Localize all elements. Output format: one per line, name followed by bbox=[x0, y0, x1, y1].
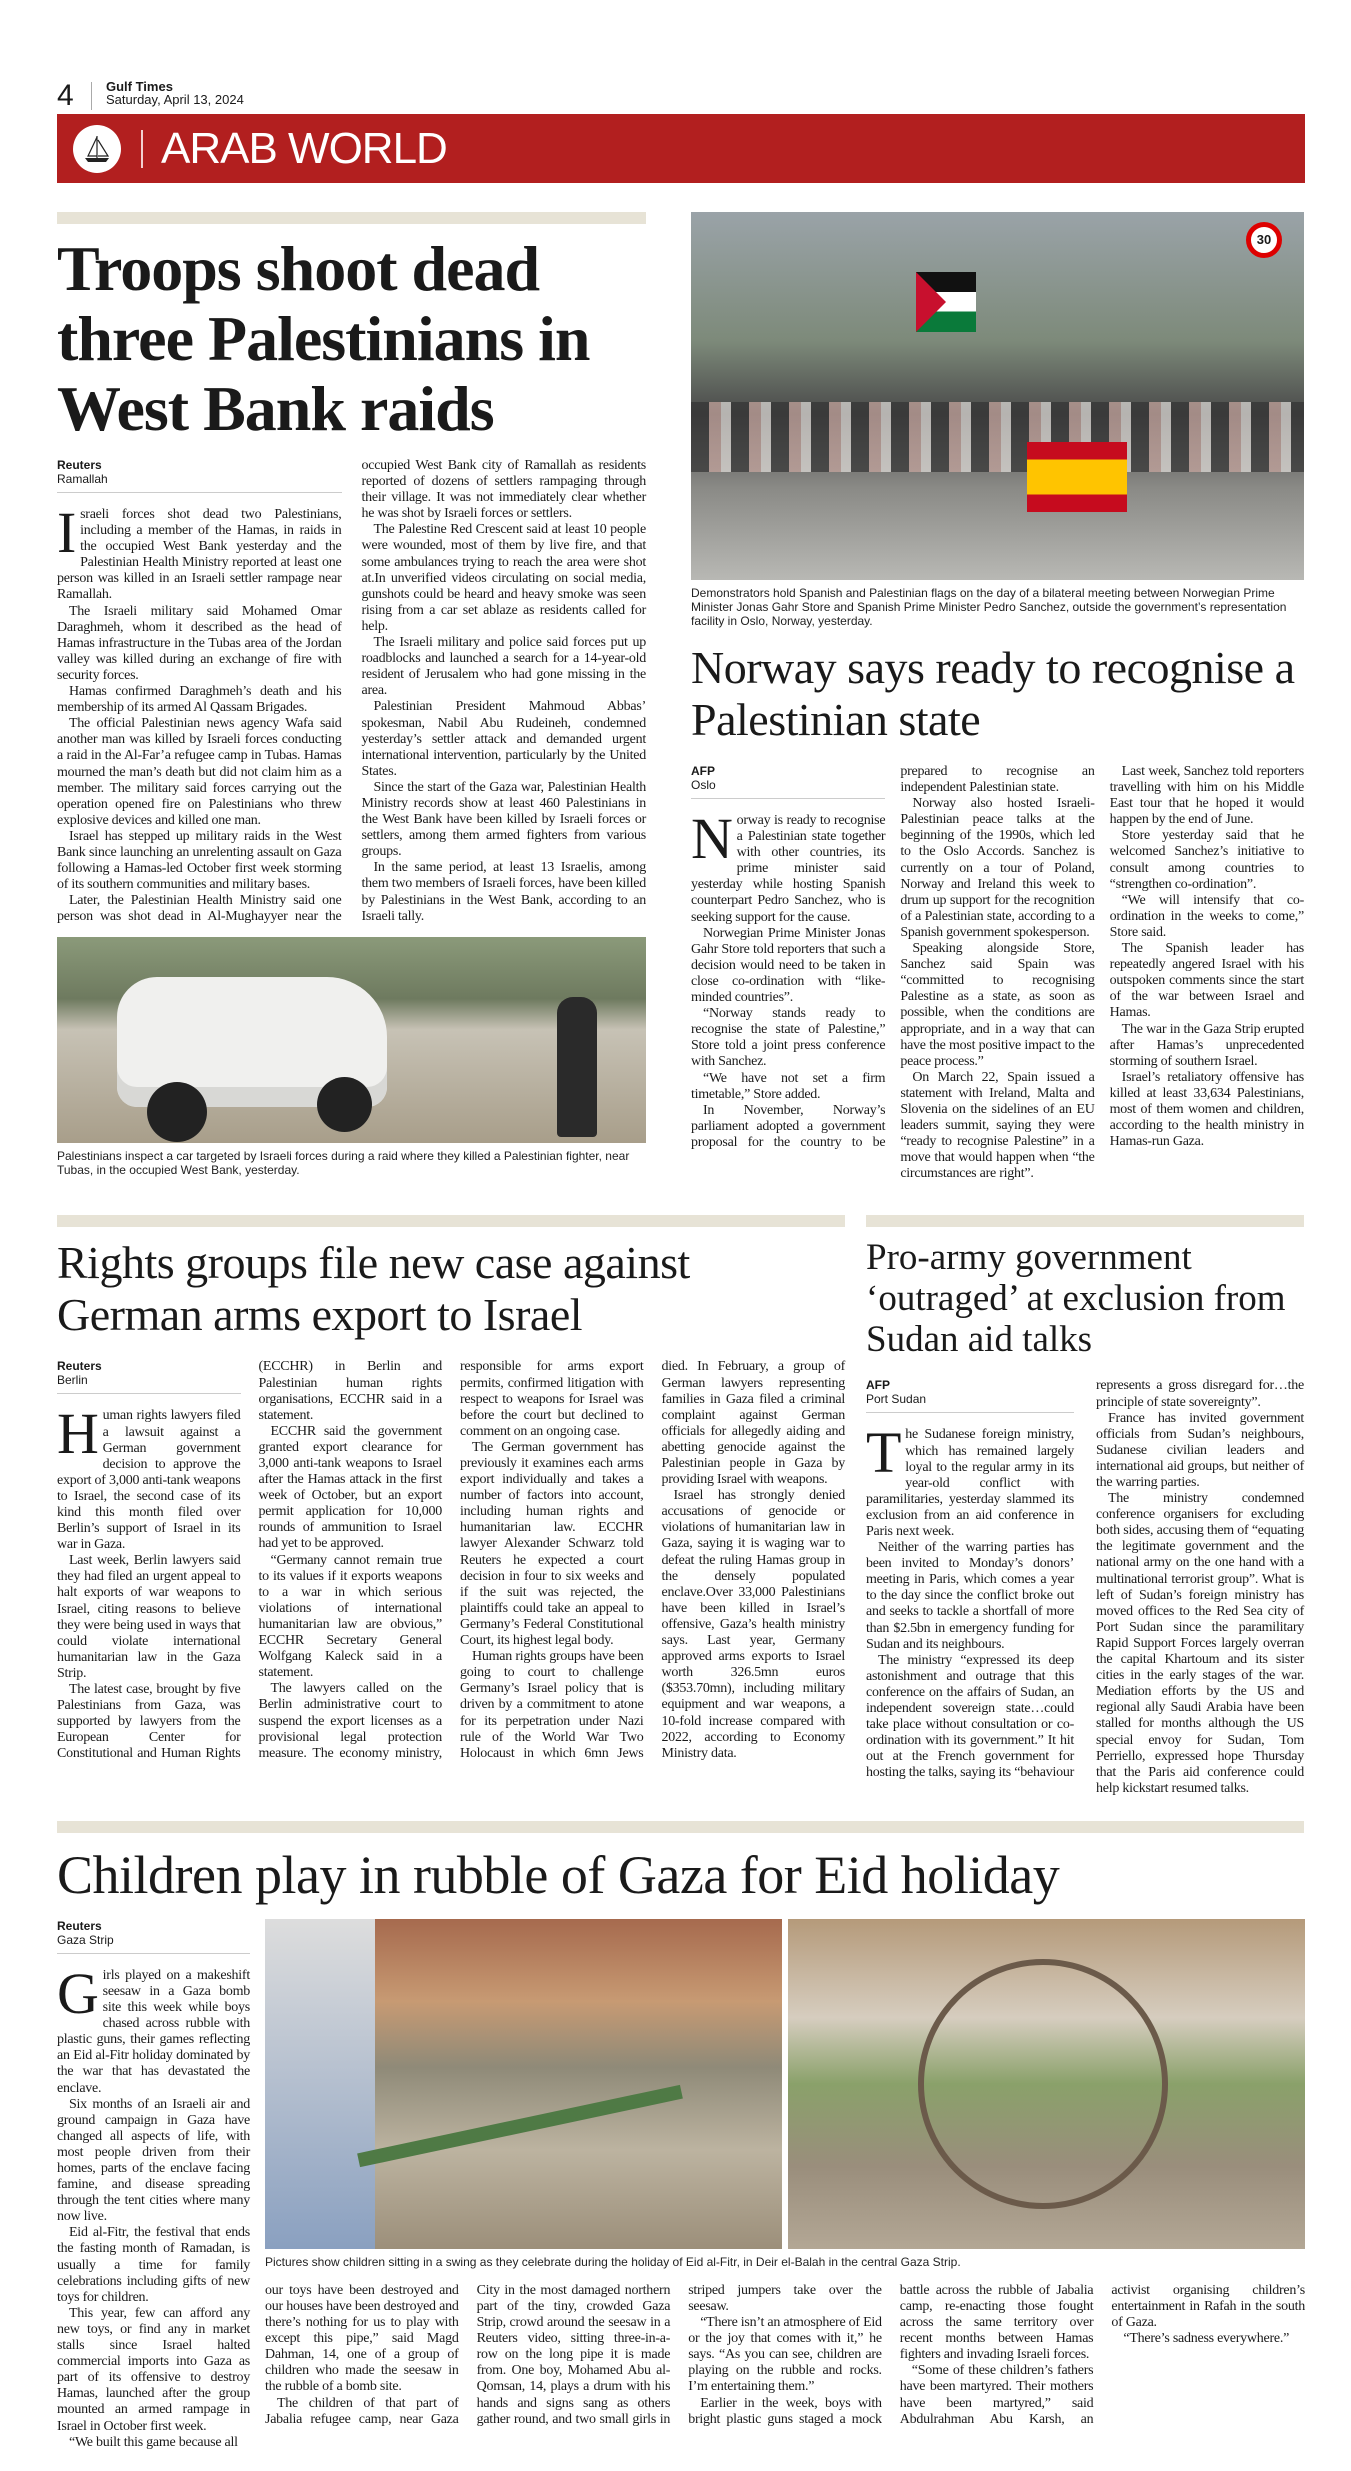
article-rights bbox=[57, 1215, 845, 1796]
paragraph: The war in the Gaza Strip erupted after Hamas’s unprecedented storming of southern Israel. bbox=[1109, 1021, 1304, 1069]
photo-caption: Pictures show children sitting in a swing as they celebrate during the holiday of Eid al-Fitr, in Deir el-Balah in the central Gaza Strip. bbox=[265, 2254, 961, 2269]
paragraph: The German government has previously it examines each arms export individually and takes a number of factors into account, including human rights and humanitarian law. ECCHR lawyer Alexander Schwarz told Reuters he expected a court decision in four to six weeks and if the suit was rejected, the plaintiffs could take an appeal to Germany’s Federal Constitutional Court, its highest legal body. bbox=[460, 1439, 644, 1649]
paragraph: “We have not set a firm timetable,” Store added. bbox=[691, 1070, 886, 1102]
headline-children: Children play in rubble of Gaza for Eid holiday bbox=[57, 1844, 1060, 1905]
article-body-continued bbox=[265, 2283, 1305, 2428]
photo-caption: Demonstrators hold Spanish and Palestinian flags on the day of a bilateral meeting between Norwegian Prime Minister Jonas Gahr Store and Spanish Prime Minister Pedro Sanchez, outside the government’s representation facility in Oslo, Norway, yesterday. bbox=[691, 586, 1287, 628]
paragraph: The latest case, brought by five Palestinians from Gaza, was supported by lawyers from the European Center for Constitutional and Human Rights (ECCHR) in Berlin and Palestinian human rights organisations, ECCHR said in a statement. bbox=[57, 1359, 442, 1762]
palestinian-flag bbox=[916, 272, 976, 332]
paragraph: “Norway stands ready to recognise the state of Palestine,” Store told a joint press conference with Sanchez. bbox=[691, 1006, 886, 1070]
paragraph: The children of that part of Jabalia refugee camp, near Gaza City in the most damaged northern part of the tiny, crowded Gaza Strip, crowd around the seesaw in a Reuters video, sitting three-in-a-row on the long pipe it is made from. One boy, Mohamed Abu al-Qomsan, 14, plays a drum with his hands and signs sang as others gather round, and two small girls in striped jumpers take over the seesaw. bbox=[265, 2282, 882, 2427]
paragraph: Israel has strongly denied accusations of genocide or violations of humanitarian law in Gaza, saying it is waging war to defeat the ruling Hamas group in the densely populated enclave.Over 33,000 Palestinians have been killed in Israel’s offensive, Gaza’s health ministry says. Last year, Germany approved arms exports to Israel worth 326.5mn euros ($353.70mn), including military equipment and war weapons, a 10-fold increase compared with 2022, according to Economy Ministry data. bbox=[661, 1488, 845, 1761]
section-rule bbox=[57, 212, 646, 224]
paragraph: Israeli forces shot dead two Palestinians, including a member of the Hamas, in raids in the occupied West Bank yesterday and the Palestinian Health Ministry reported at least one person was killed in an Israeli settler rampage near Ramallah. bbox=[57, 500, 342, 603]
divider bbox=[91, 82, 92, 110]
paragraph: In the same period, at least 13 Israelis, among them two members of Israeli forces, have been killed by Palestinians in the West Bank, according to an Israeli tally. bbox=[361, 860, 646, 924]
speed-sign: 30 bbox=[1246, 222, 1282, 258]
section-banner bbox=[57, 114, 1305, 183]
paragraph: Human rights groups have been going to court to challenge Germany’s Israel policy that is driven by a commitment to atone for its perpetration under Nazi rule of the World War Two Holocaust in which 6mn Jews died. In February, a group of German lawyers representing families in Gaza filed a criminal complaint against German officials for allegedly aiding and abetting genocide against the Palestinian people in Gaza by providing Israel with weapons. bbox=[460, 1359, 845, 1761]
paragraph: Since the start of the Gaza war, Palestinian Health Ministry records show at least 460 Palestinians in the West Bank have been killed by Israeli forces or settlers, among them armed fighters from various groups. bbox=[361, 779, 646, 860]
byline bbox=[57, 1359, 241, 1394]
article-text bbox=[691, 764, 1304, 1182]
dateline: Oslo bbox=[691, 778, 716, 792]
swing-wheel bbox=[918, 1959, 1168, 2209]
article-norway bbox=[691, 212, 1304, 1191]
paragraph: This year, few can afford any new toys, or find any in market stalls since Israel halted commercial imports into Gaza as part of its offensive to destroy Hamas, launched after the group mounted an armed rampage in Israel in October first week. bbox=[57, 2305, 250, 2434]
article-body bbox=[57, 1919, 250, 2451]
masthead bbox=[106, 80, 244, 107]
headline-sudan: Pro-army government ‘outraged’ at exclusion from Sudan aid talks bbox=[866, 1237, 1286, 1361]
article-body bbox=[691, 764, 1304, 1182]
paragraph: In November, Norway’s parliament adopted a government proposal for the country to be prepared to recognise an independent Palestinian state. bbox=[691, 764, 1095, 1150]
paragraph: “Germany cannot remain true to its values if it exports weapons to a war in which serious violations of international humanitarian law are obvious,” ECCHR Secretary General Wolfgang Kaleck said in a statement. bbox=[258, 1552, 442, 1681]
dateline: Gaza Strip bbox=[57, 1932, 114, 1947]
paragraph: Speaking alongside Store, Sanchez said Spain was “committed to recognising Palestine as a state, as soon as possible, when the conditions are appropriate, and in a way that can have the most positive impact to the peace process.” bbox=[900, 941, 1095, 1069]
section-rule bbox=[57, 1215, 845, 1227]
section-rule bbox=[57, 1821, 1304, 1833]
article-body bbox=[866, 1378, 1304, 1796]
section-rule bbox=[866, 1215, 1304, 1227]
seesaw-pipe bbox=[357, 2085, 683, 2167]
paragraph: Six months of an Israeli air and ground campaign in Gaza have changed all aspects of life, with most people driven from their homes, parts of the enclave facing famine, and disease spreading through the tent cities where many now live. bbox=[57, 2096, 250, 2225]
headline-norway: Norway says ready to recognise a Palestinian state bbox=[691, 642, 1295, 745]
issue-date: Saturday, April 13, 2024 bbox=[106, 92, 244, 107]
paragraph: Norway also hosted Israeli-Palestinian peace talks at the beginning of the 1990s, which led to the Oslo Accords. Sanchez is currently on a tour of Poland, Norway and Ireland this week to drum up support for the recognition of a Palestinian state, according to a Spanish government spokesperson. bbox=[900, 796, 1095, 940]
divider bbox=[141, 130, 143, 168]
children-right bbox=[265, 1919, 1305, 2451]
paragraph: “We built this game because all bbox=[69, 2434, 238, 2450]
paragraph: “We will intensify that co-ordination in the weeks to come,” Store said. bbox=[1109, 892, 1304, 940]
byline bbox=[57, 1919, 250, 1954]
agency: AFP bbox=[691, 764, 715, 778]
paragraph: The ministry “expressed its deep astonishment and outrage that this conference on the affairs of Sudan, an independent sovereign state…could take place without consultation or co-ordination with its government.” It hit out at the French government for hosting the talks, saying its “behaviour represents a gross disregard for…the principle of state sovereignty”. bbox=[866, 1378, 1304, 1781]
section-title: ARAB WORLD bbox=[161, 123, 447, 173]
wheel bbox=[147, 1082, 207, 1142]
paragraph: “Some of these children’s fathers have been martyred. Their mothers have been martyred,” said Abdulrahman Abu Karsh, an activist organising children’s entertainment in Rafah in the south of Gaza. bbox=[899, 2282, 1305, 2427]
paragraph: Norwegian Prime Minister Jonas Gahr Store told reporters that such a decision would need to be taken in close co-ordination with “like-minded countries”. bbox=[691, 925, 886, 1006]
agency: AFP bbox=[866, 1378, 890, 1393]
paragraph: On March 22, Spain issued a statement with Ireland, Malta and Slovenia on the sidelines of an EU leaders summit, saying they were “ready to recognise Palestine” in a move that would happen when “the circumstances are right”. bbox=[900, 1069, 1095, 1182]
dateline: Berlin bbox=[57, 1373, 88, 1388]
paragraph: our toys have been destroyed and our houses have been destroyed and there’s nothing for us to play with except this pipe,” said Magd Dahman, 14, one of a group of children who made the seesaw in the rubble of a bomb site. bbox=[265, 2282, 459, 2395]
paragraph: Last week, Berlin lawyers said they had filed an urgent appeal to halt exports of war weapons to Israel, citing reasons to believe they were being used in ways that could violate international humanitarian law in the Gaza Strip. bbox=[57, 1553, 241, 1681]
paragraph: Palestinian President Mahmoud Abbas’ spokesman, Nabil Abu Rudeineh, condemned yesterday’s settler attack and demanded urgent international intervention, particularly by the United States. bbox=[361, 699, 646, 779]
paragraph: Israel’s retaliatory offensive has killed at least 33,634 Palestinians, most of them women and children, according to the health ministry in Hamas-run Gaza. bbox=[1109, 1069, 1304, 1150]
spanish-flag bbox=[1027, 442, 1127, 512]
article-text bbox=[57, 458, 646, 925]
paragraph: The Spanish leader has repeatedly angered Israel with his outspoken comments since the start of the war between Israel and Hamas. bbox=[1109, 941, 1304, 1021]
article-body bbox=[57, 458, 646, 925]
child-foreground bbox=[265, 1919, 375, 2249]
headline-troops: Troops shoot dead three Palestinians in West Bank raids bbox=[57, 233, 590, 444]
article-text bbox=[866, 1378, 1304, 1796]
paragraph: The ministry condemned conference organisers for excluding both sides, accusing them of “equating the legitimate government and the national army on the one hand with a multinational terrorist group”. What is left of Sudan’s foreign ministry has moved offices to the Red Sea city of Port Sudan since the paramilitary Rapid Support Forces largely overran the capital Khartoum and its sister cities in the early stages of the war. Mediation efforts by the US and regional ally Saudi Arabia have been stalled for months although the US special envoy for Sudan, Tom Perriello, expressed hope Thursday that the Paris aid conference could help kickstart resumed talks. bbox=[1096, 1491, 1304, 1796]
dateline: Port Sudan bbox=[866, 1392, 927, 1407]
paragraph: Girls played on a makeshift seesaw in a Gaza bomb site this week while boys chased across rubble with plastic guns, their games reflecting an Eid al-Fitr holiday dominated by the war that has devastated the enclave. bbox=[57, 1960, 250, 2096]
paragraph: The lawyers called on the Berlin administrative court to suspend the export licenses as a provisional legal protection measure. The economy ministry, responsible for arms export permits, confirmed litigation with respect to weapons for Israel was before the court but declined to comment on an ongoing case. bbox=[258, 1359, 644, 1761]
paragraph: The Palestine Red Crescent said at least 10 people were wounded, most of them by live fire, and that some ambulances trying to reach the area were shot at.In unverified videos circulating on social media, gunshots could be heard and heavy smoke was seen rising from a car set ablaze as residents called for help. bbox=[361, 522, 646, 634]
agency: Reuters bbox=[57, 458, 102, 472]
article-children bbox=[57, 1821, 1304, 2451]
photo-caption: Palestinians inspect a car targeted by Israeli forces during a raid where they killed a Palestinian fighter, near Tubas, in the occupied West Bank, yesterday. bbox=[57, 1149, 630, 1178]
article-sudan bbox=[866, 1215, 1304, 1796]
article-text bbox=[57, 1960, 250, 2451]
paragraph: The Israeli military and police said forces put up roadblocks and launched a search for a 14-year-old resident of Jerusalem who had gone missing in the area. bbox=[361, 635, 646, 699]
page-number: 4 bbox=[57, 79, 74, 112]
photo-children-swing bbox=[788, 1919, 1305, 2249]
person bbox=[557, 997, 597, 1137]
paragraph: Human rights lawyers filed a lawsuit against a German government decision to approve the export of 3,000 anti-tank weapons to Israel, the second case of its kind this month filed over Berlin’s support of Israel in its war in Gaza. bbox=[57, 1401, 241, 1553]
page-header bbox=[57, 80, 1304, 114]
paragraph: Eid al-Fitr, the festival that ends the fasting month of Ramadan, is usually a time for family celebrations including gifts of new toys for children. bbox=[57, 2225, 250, 2305]
paragraph: Last week, Sanchez told reporters travelling with him on his Middle East tour that he hoped it would happen by the end of June. bbox=[1109, 764, 1304, 828]
paragraph: Store yesterday said that he welcomed Sanchez’s initiative to consult among countries to “strengthen co-ordination”. bbox=[1109, 828, 1304, 892]
page bbox=[57, 0, 1304, 2471]
dhow-logo-icon bbox=[73, 125, 121, 173]
top-row bbox=[57, 212, 1304, 1191]
photo-children-seesaw bbox=[265, 1919, 782, 2249]
newspaper-name: Gulf Times bbox=[106, 79, 173, 94]
paragraph: Norway is ready to recognise a Palestinian state together with other countries, its prime minister said yesterday while hosting Spanish counterpart Pedro Sanchez, who is seeking support for the cause. bbox=[691, 806, 886, 925]
paragraph: The Sudanese foreign ministry, which has remained largely loyal to the regular army in its year-old conflict with paramilitaries, yesterday slammed its exclusion from an aid conference in Paris next week. bbox=[866, 1420, 1074, 1539]
photo-oslo-demonstrators bbox=[691, 212, 1304, 580]
paragraph: “There’s sadness everywhere.” bbox=[1123, 2331, 1290, 2347]
paragraph: The official Palestinian news agency Wafa said another man was killed by Israeli forces conducting a raid in the Al-Far’a refugee camp in Tubas. Hamas mourned the man’s death but did not claim him as a member. The military said forces carrying out the operation opened fire on Palestinians who threw explosive devices and killed one man. bbox=[57, 716, 342, 828]
article-text bbox=[57, 1359, 845, 1762]
wheel bbox=[317, 1077, 372, 1132]
paragraph: ECCHR said the government granted export clearance for 3,000 anti-tank weapons to Israel after the Hamas attack in the first week of October, but an export permit application for 10,000 rounds of ammunition to Israel had yet to be approved. bbox=[258, 1423, 442, 1552]
paragraph: “There isn’t an atmosphere of Eid or the joy that comes with it,” he says. “As you can see, children are playing on the rubble and rocks. I’m entertaining them.” bbox=[688, 2315, 882, 2395]
photo-strip bbox=[265, 1919, 1305, 2249]
paragraph: Later, the Palestinian Health Ministry said one person was shot dead in Al-Mughayyer near the occupied West Bank city of Ramallah as residents reported of dozens of settlers rampaging through their village. It was not immediately clear whether he was shot by Israeli forces or settlers. bbox=[57, 458, 646, 925]
headline-rights: Rights groups file new case against German arms export to Israel bbox=[57, 1237, 690, 1341]
agency: Reuters bbox=[57, 1918, 102, 1933]
crowd bbox=[691, 402, 1304, 472]
byline bbox=[866, 1378, 1074, 1413]
article-body bbox=[57, 1359, 845, 1762]
children-layout bbox=[57, 1919, 1304, 2451]
paragraph: Earlier in the week, boys with bright plastic guns staged a mock battle across the rubble of Jabalia camp, re-enacting those fought across the same territory over recent months between Hamas fighters and invading Israeli forces. bbox=[688, 2282, 1094, 2427]
byline bbox=[57, 458, 342, 493]
photo-car-tubas bbox=[57, 937, 646, 1143]
paragraph: Israel has stepped up military raids in the West Bank since launching an unrelenting assault on Gaza following a Hamas-led October first week storming of its southern communities and military bases. bbox=[57, 828, 342, 893]
byline bbox=[691, 764, 885, 799]
paragraph: France has invited government officials from Sudan’s neighbours, Sudanese civilian leaders and international aid groups, but neither of the warring parties. bbox=[1096, 1410, 1304, 1490]
article-troops bbox=[57, 212, 646, 1191]
paragraph: Neither of the warring parties has been invited to Monday’s donors’ meeting in Paris, which comes a year to the day since the conflict broke out and seeks to tackle a shortfall of more than $2.5bn in emergency funding for Sudan and its neighbours. bbox=[866, 1540, 1074, 1652]
agency: Reuters bbox=[57, 1359, 102, 1374]
paragraph: The Israeli military said Mohamed Omar Daraghmeh, whom it described as the head of Hamas infrastructure in the Tubas area of the Jordan valley was killed during an exchange of fire with security forces. bbox=[57, 603, 342, 683]
paragraph: Hamas confirmed Daraghmeh’s death and his membership of its armed Al Qassam Brigades. bbox=[57, 684, 342, 716]
middle-row bbox=[57, 1215, 1304, 1796]
dateline: Ramallah bbox=[57, 472, 108, 486]
